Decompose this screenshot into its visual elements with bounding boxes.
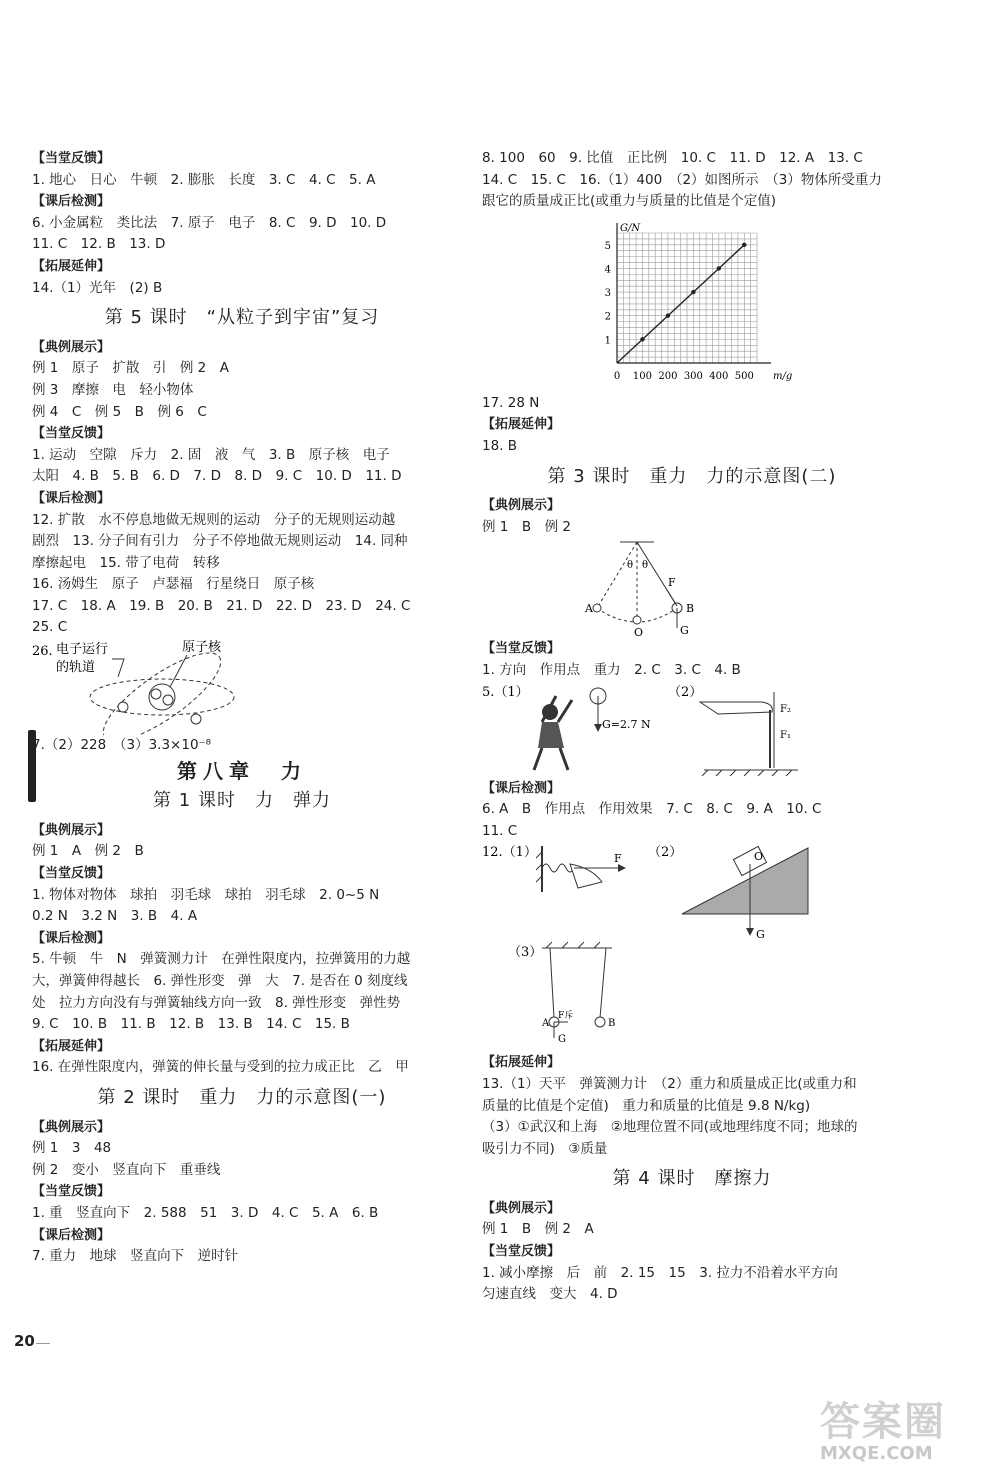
answer-line: 例 1 3 48: [32, 1140, 112, 1157]
answer-line: 5. 牛顿 牛 N 弹簧测力计 在弹性限度内，拉弹簧用的力越: [32, 951, 411, 968]
data-point: [691, 290, 695, 294]
atom-diagram: [32, 639, 332, 735]
y-axis-label: G/N: [620, 222, 641, 234]
section-heading: 【拓展延伸】: [482, 417, 561, 433]
section-heading: 【典例展示】: [482, 498, 561, 514]
answer-line: 7. 重力 地球 竖直向下 逆时针: [32, 1248, 239, 1265]
q12-part2-label: （2）: [648, 845, 683, 861]
data-point: [742, 242, 746, 246]
answer-line: 例 4 C 例 5 B 例 6 C: [32, 403, 207, 420]
fig26-number: 26.: [32, 644, 53, 660]
watermark: [820, 1390, 990, 1465]
page-rule: [36, 1343, 50, 1344]
force-f-label: F: [668, 576, 676, 590]
answer-line: 14. C 15. C 16.（1）400 （2）如图所示 （3）物体所受重力: [482, 171, 882, 188]
answer-line: 0.2 N 3.2 N 3. B 4. A: [32, 908, 198, 925]
section-heading: 【当堂反馈】: [482, 641, 561, 657]
force-f1-label: F₁: [780, 729, 791, 741]
section-heading: 【典例展示】: [32, 1119, 111, 1135]
answer-line: 1. 物体对物体 球拍 羽毛球 球拍 羽毛球 2. 0~5 N: [32, 886, 380, 903]
orbit-label: 的轨道: [56, 660, 96, 676]
answer-line: 11. C: [482, 822, 518, 839]
section-heading: 【当堂反馈】: [32, 866, 111, 882]
answer-line: 6. 小金属粒 类比法 7. 原子 电子 8. C 9. D 10. D: [32, 214, 387, 231]
answer-line: 太阳 4. B 5. B 6. D 7. D 8. D 9. C 10. D 11. D: [32, 468, 402, 485]
answer-line: （3）①武汉和上海 ②地理位置不同(或地理纬度不同；地球的: [482, 1119, 858, 1136]
answer-line: 25. C: [32, 619, 68, 636]
answer-line: 剧烈 13. 分子间有引力 分子不停地做无规则运动 14. 同种: [32, 533, 408, 550]
pendulum-figure: [482, 538, 902, 638]
answer-line: 例 2 变小 竖直向下 重垂线: [32, 1161, 221, 1178]
section-heading: 【课后检测】: [482, 780, 561, 796]
answer-line: 13.（1）天平 弹簧测力计 （2）重力和质量成正比(或重力和: [482, 1075, 857, 1092]
section-heading: 【拓展延伸】: [32, 258, 111, 274]
nucleus-label: 原子核: [182, 640, 222, 656]
section-heading: 【课后检测】: [32, 1227, 111, 1243]
hanging-balls-diagram: [482, 942, 902, 1052]
answer-line: 11. C 12. B 13. D: [32, 236, 166, 253]
graph-figure: [482, 213, 902, 393]
answer-line: 例 1 A 例 2 B: [32, 843, 144, 860]
atom-figure: [32, 639, 452, 735]
point-b-label: B: [686, 602, 695, 616]
pendulum-diagram: [482, 538, 902, 638]
answer-line: 1. 减小摩擦 后 前 2. 15 15 3. 拉力不沿着水平方向: [482, 1264, 838, 1281]
y-tick-label: 4: [604, 264, 611, 276]
data-point: [717, 266, 721, 270]
answer-line: 例 1 原子 扩散 引 例 2 A: [32, 360, 229, 377]
answer-line: 例 3 摩擦 电 轻小物体: [32, 381, 194, 398]
answer-line: 1. 运动 空隙 斥力 2. 固 液 气 3. B 原子核 电子: [32, 446, 390, 463]
q12-figures: [482, 842, 902, 942]
answer-line: 处 拉力方向没有与弹簧轴线方向一致 8. 弹性形变 弹性势: [32, 994, 401, 1011]
orbit-label: 电子运行: [56, 642, 109, 658]
theta-label: θ: [627, 560, 634, 572]
section-heading: 【典例展示】: [482, 1200, 561, 1216]
answer-line: 跟它的质量成正比(或重力与质量的比值是个定值): [482, 193, 777, 210]
answer-line: 匀速直线 变大 4. D: [482, 1286, 618, 1303]
answer-line: 1. 重 竖直向下 2. 588 51 3. D 4. C 5. A 6. B: [32, 1204, 379, 1221]
theta-label: θ: [642, 560, 649, 572]
answer-line: 1. 地心 日心 牛顿 2. 膨胀 长度 3. C 4. C 5. A: [32, 171, 376, 188]
gravity-g-label: G: [680, 624, 689, 638]
q5-diagrams: [482, 682, 902, 778]
lesson-title: 第 2 课时 重力 力的示意图(一): [97, 1086, 387, 1108]
answer-line: 12. 扩散 水不停息地做无规则的运动 分子的无规则运动越: [32, 511, 396, 528]
repulsion-label: F斥: [558, 1011, 574, 1022]
g-m-chart: [482, 213, 902, 393]
answer-line: 例 1 B 例 2: [482, 518, 572, 535]
x-tick-label: 0: [613, 370, 621, 382]
gravity-g-label: G: [558, 1034, 566, 1046]
ball-a-label: A: [542, 1018, 550, 1030]
gravity-g-label: G: [756, 928, 765, 942]
answer-line: 摩擦起电 15. 带了电荷 转移: [32, 554, 220, 571]
q12-part3-label: （3）: [508, 945, 543, 961]
lesson-title: 第 5 课时 “从粒子到宇宙”复习: [104, 307, 380, 329]
q12-part3-figure: [482, 942, 902, 1052]
answer-line: 16. 在弹性限度内，弹簧的伸长量与受到的拉力成正比 乙 甲: [32, 1059, 409, 1076]
x-tick-label: 100: [632, 370, 653, 382]
q5-figures: [482, 682, 902, 778]
answer-line: 7.（2）228 （3）3.3×10⁻⁸: [32, 737, 212, 754]
x-tick-label: 200: [658, 370, 678, 382]
x-tick-label: 500: [734, 370, 754, 382]
ball-b-label: B: [608, 1018, 616, 1030]
point-a-label: A: [585, 602, 593, 616]
x-tick-label: 300: [683, 370, 703, 382]
answer-line: 18. B: [482, 437, 518, 454]
section-heading: 【当堂反馈】: [482, 1244, 561, 1260]
answer-line: 大，弹簧伸得越长 6. 弹性形变 弹 大 7. 是否在 0 刻度线: [32, 973, 408, 989]
section-heading: 【拓展延伸】: [32, 1038, 111, 1054]
answer-line: 吸引力不同) ③质量: [482, 1140, 608, 1157]
answer-line: 17. C 18. A 19. B 20. B 21. D 22. D 23. D 24. C: [32, 597, 411, 614]
section-heading: 【课后检测】: [32, 194, 111, 210]
section-heading: 【课后检测】: [32, 490, 111, 506]
y-tick-label: 2: [604, 311, 611, 323]
q5-part2-label: （2）: [668, 684, 703, 700]
answer-line: 例 1 B 例 2 A: [482, 1221, 594, 1238]
section-heading: 【典例展示】: [32, 339, 111, 355]
answer-line: 9. C 10. B 11. B 12. B 13. B 14. C 15. B: [32, 1016, 350, 1033]
answer-line: 1. 方向 作用点 重力 2. C 3. C 4. B: [482, 661, 741, 678]
data-point: [666, 313, 670, 317]
section-heading: 【当堂反馈】: [32, 1184, 111, 1200]
section-heading: 【当堂反馈】: [32, 426, 111, 442]
q12-diagrams: [482, 842, 902, 942]
q12-part1-label: 12.（1）: [482, 845, 537, 861]
page-number: 20: [14, 1332, 35, 1350]
lesson-title: 第 1 课时 力 弹力: [153, 790, 331, 812]
answer-line: 14.（1）光年 (2) B: [32, 279, 163, 296]
answer-line: 6. A B 作用点 作用效果 7. C 8. C 9. A 10. C: [482, 801, 822, 818]
section-heading: 【典例展示】: [32, 822, 111, 838]
answer-line: 质量的比值是个定值) 重力和质量的比值是 9.8 N/kg): [482, 1097, 811, 1114]
x-tick-label: 400: [709, 370, 729, 382]
section-heading: 【课后检测】: [32, 930, 111, 946]
answer-line: 17. 28 N: [482, 394, 540, 411]
answer-line: 16. 汤姆生 原子 卢瑟福 行星绕日 原子核: [32, 576, 315, 593]
right-column: [482, 148, 902, 1306]
lesson-title: 第 4 课时 摩擦力: [612, 1168, 772, 1190]
x-axis-label: m/g: [773, 370, 793, 382]
y-tick-label: 3: [604, 287, 611, 299]
y-tick-label: 1: [604, 335, 611, 347]
force-f2-label: F₂: [780, 703, 791, 715]
answer-line: 8. 100 60 9. 比值 正比例 10. C 11. D 12. A 13. C: [482, 150, 863, 166]
chapter-title: 第八章 力: [177, 758, 307, 783]
gravity-label: G=2.7 N: [602, 717, 651, 731]
q5-part1-label: 5.（1）: [482, 684, 529, 700]
watermark-logo: 答案圈: [820, 1399, 946, 1445]
y-tick-label: 5: [604, 240, 611, 252]
section-heading: 【当堂反馈】: [32, 151, 111, 166]
point-o-label: O: [634, 626, 644, 639]
force-f-label: F: [614, 852, 622, 866]
left-column: [32, 148, 452, 1268]
data-point: [640, 337, 644, 341]
section-heading: 【拓展延伸】: [482, 1055, 561, 1071]
block-o-label: O: [754, 850, 764, 864]
lesson-title: 第 3 课时 重力 力的示意图(二): [547, 465, 837, 487]
watermark-url: MXQE.COM: [820, 1443, 933, 1464]
